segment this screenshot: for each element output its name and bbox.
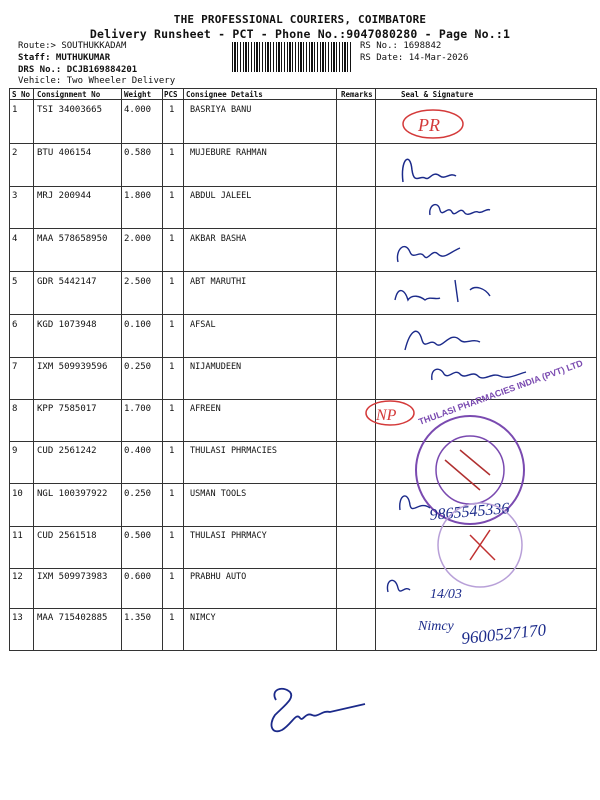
row-pcs: 1 bbox=[169, 531, 175, 541]
row-weight: 0.400 bbox=[124, 446, 152, 456]
row-consignee: AFSAL bbox=[190, 320, 216, 330]
row-sno: 7 bbox=[12, 362, 18, 372]
row-consignment: MAA 715402885 bbox=[37, 613, 108, 623]
row-consignment: GDR 5442147 bbox=[37, 277, 97, 287]
row-weight: 0.500 bbox=[124, 531, 152, 541]
row-consignee: BASRIYA BANU bbox=[190, 105, 252, 115]
row-sno: 1 bbox=[12, 105, 18, 115]
rs-number: RS No.: 1698842 bbox=[360, 41, 442, 51]
row-consignment: MRJ 200944 bbox=[37, 191, 92, 201]
row-pcs: 1 bbox=[169, 404, 175, 414]
row-weight: 0.580 bbox=[124, 148, 152, 158]
row-consignee: USMAN TOOLS bbox=[190, 489, 247, 499]
row-consignment: NGL 100397922 bbox=[37, 489, 108, 499]
row-pcs: 1 bbox=[169, 234, 175, 244]
row-pcs: 1 bbox=[169, 489, 175, 499]
svg-text:NP: NP bbox=[376, 407, 397, 424]
vehicle-label: Vehicle: Two Wheeler Delivery bbox=[18, 76, 176, 86]
row-weight: 1.350 bbox=[124, 613, 152, 623]
col-header-signature: Seal & Signature bbox=[401, 90, 474, 99]
signature-row5 bbox=[395, 280, 490, 302]
pr-mark bbox=[403, 110, 463, 138]
signature-row7 bbox=[432, 369, 526, 380]
signature-row2 bbox=[402, 159, 456, 182]
row-consignee: AFREEN bbox=[190, 404, 221, 414]
row-pcs: 1 bbox=[169, 105, 175, 115]
row-sno: 6 bbox=[12, 320, 18, 330]
signature-row4 bbox=[397, 247, 460, 262]
col-header-sno: S No bbox=[12, 90, 31, 99]
staff-label: Staff: MUTHUKUMAR bbox=[18, 53, 111, 63]
row-sno: 8 bbox=[12, 404, 18, 414]
row-consignee: NIMCY bbox=[190, 613, 216, 623]
row-pcs: 1 bbox=[169, 148, 175, 158]
row-consignee: THULASI PHRMACY bbox=[190, 531, 267, 541]
svg-text:THULASI PHARMACIES INDIA (PVT): THULASI PHARMACIES INDIA (PVT) LTD bbox=[417, 357, 585, 427]
np-mark bbox=[366, 401, 414, 425]
row-pcs: 1 bbox=[169, 362, 175, 372]
route-label: Route:> SOUTHUKKADAM bbox=[18, 41, 127, 51]
row-consignee: AKBAR BASHA bbox=[190, 234, 247, 244]
row-pcs: 1 bbox=[169, 572, 175, 582]
date-row12: 14/03 bbox=[430, 587, 462, 602]
row-consignee: ABT MARUTHI bbox=[190, 277, 247, 287]
row-consignment: IXM 509973983 bbox=[37, 572, 108, 582]
signature-row6 bbox=[405, 331, 480, 350]
row-sno: 3 bbox=[12, 191, 18, 201]
row-consignment: KGD 1073948 bbox=[37, 320, 97, 330]
row-sno: 2 bbox=[12, 148, 18, 158]
col-header-weight: Weight bbox=[124, 90, 152, 99]
row-consignment: TSI 34003665 bbox=[37, 105, 103, 115]
row-consignment: BTU 406154 bbox=[37, 148, 92, 158]
row-consignment: IXM 509939596 bbox=[37, 362, 108, 372]
row-consignment: CUD 2561242 bbox=[37, 446, 97, 456]
row-weight: 2.500 bbox=[124, 277, 152, 287]
row-consignee: MUJEBURE RAHMAN bbox=[190, 148, 267, 158]
drs-number: DRS No.: DCJB169884201 bbox=[18, 65, 138, 75]
row-sno: 5 bbox=[12, 277, 18, 287]
signature-row10 bbox=[400, 496, 430, 510]
row-sno: 4 bbox=[12, 234, 18, 244]
row-sno: 10 bbox=[12, 489, 23, 499]
pharmacy-stamp bbox=[416, 358, 585, 524]
row-consignee: ABDUL JALEEL bbox=[190, 191, 252, 201]
row-consignment: MAA 578658950 bbox=[37, 234, 108, 244]
row-weight: 0.250 bbox=[124, 362, 152, 372]
bottom-signature bbox=[271, 689, 365, 732]
phone-row10: 9865545336 bbox=[428, 500, 511, 524]
rs-date: RS Date: 14-Mar-2026 bbox=[360, 53, 469, 63]
col-header-consignment: Consignment No bbox=[37, 90, 101, 99]
row-pcs: 1 bbox=[169, 277, 175, 287]
company-title: THE PROFESSIONAL COURIERS, COIMBATORE bbox=[173, 13, 427, 26]
signature-row12 bbox=[387, 580, 410, 592]
row-weight: 0.250 bbox=[124, 489, 152, 499]
row-consignee: PRABHU AUTO bbox=[190, 572, 247, 582]
nimcy-signature: Nimcy bbox=[418, 619, 454, 634]
row-weight: 0.100 bbox=[124, 320, 152, 330]
row-weight: 0.600 bbox=[124, 572, 152, 582]
row-consignee: NIJAMUDEEN bbox=[190, 362, 242, 372]
row-pcs: 1 bbox=[169, 446, 175, 456]
row-pcs: 1 bbox=[169, 320, 175, 330]
row-pcs: 1 bbox=[169, 613, 175, 623]
row-weight: 1.800 bbox=[124, 191, 152, 201]
row-sno: 9 bbox=[12, 446, 18, 456]
row-sno: 12 bbox=[12, 572, 23, 582]
row-sno: 11 bbox=[12, 531, 23, 541]
signature-row3 bbox=[430, 205, 490, 215]
row-consignee: THULASI PHRMACIES bbox=[190, 446, 277, 456]
phone-row13: 9600527170 bbox=[460, 620, 547, 648]
row-consignment: CUD 2561518 bbox=[37, 531, 97, 541]
svg-text:PR: PR bbox=[418, 115, 440, 135]
row-weight: 1.700 bbox=[124, 404, 152, 414]
row-consignment: KPP 7585017 bbox=[37, 404, 97, 414]
col-header-consignee: Consignee Details bbox=[186, 90, 263, 99]
row-sno: 13 bbox=[12, 613, 23, 623]
runsheet-subtitle: Delivery Runsheet - PCT - Phone No.:9047080280 - Page No.:1 bbox=[89, 27, 511, 41]
row-weight: 2.000 bbox=[124, 234, 152, 244]
row-pcs: 1 bbox=[169, 191, 175, 201]
col-header-pcs: PCS bbox=[164, 90, 178, 99]
col-header-remarks: Remarks bbox=[341, 90, 373, 99]
row-weight: 4.000 bbox=[124, 105, 152, 115]
